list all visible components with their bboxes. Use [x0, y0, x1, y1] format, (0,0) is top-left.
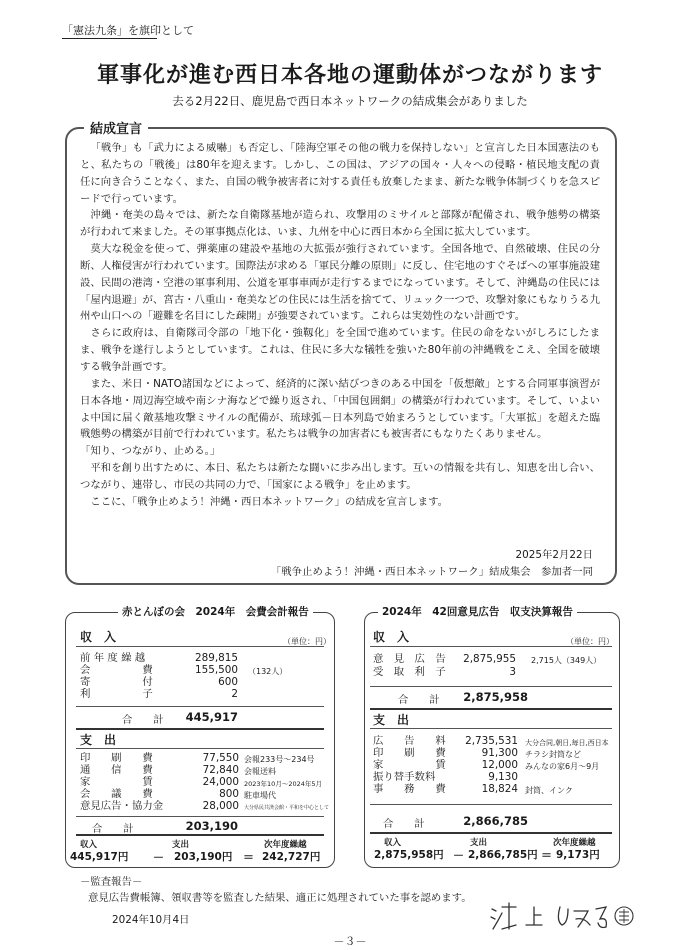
row-amount: 12,000 — [481, 759, 518, 771]
income-row — [373, 666, 613, 678]
income-total-label: 合 計 — [122, 714, 164, 726]
page-title: 軍事化が進む西日本各地の運動体がつながります — [96, 63, 603, 88]
signature-stroke — [526, 907, 542, 925]
declaration-body — [80, 140, 600, 511]
divider — [370, 728, 612, 729]
row-label: 家 賃 — [373, 759, 446, 771]
handwritten-signature — [488, 899, 638, 933]
membership-report-title: 赤とんぼの会 2024年 会費会計報告 — [118, 604, 313, 619]
summary-income-value: 445,917円 — [70, 851, 129, 863]
row-label: 前 年 度 繰 越 — [80, 652, 146, 664]
declaration-paragraph: さらに政府は、自衛隊司令部の「地下化・強靱化」を全国で進めています。住民の命をないがしろにしたまま、戦争を遂行しようとしています。これは、住民に多大な犠牲を強いた80年前の沖縄戦をこえ、全国を破壊する戦争計画です。 — [80, 327, 600, 373]
declaration-paragraph: 莫大な税金を使って、弾薬庫の建設や基地の大拡張が強行されています。全国各地で、自然破壊、住民の分断、人権侵害が行われています。国際法が求める「軍民分離の原則」に反し、住宅地のすぐそばへの軍事施設建設、民間の港湾・空港の軍事利用、公道を軍事車両が走行するまでになっています。そして、沖縄島の住民には「屋内退避」が、宮古・八重山・奄美などの住民には生活を捨てて、リュック一つで、攻撃対象にもなりうる九州や山口への「避難を名目にした疎開」が強要されています。これらは実効性のない計画です。 — [80, 243, 600, 323]
equals-sign: ＝ — [541, 849, 552, 862]
summary-income-label: 収入 — [384, 838, 402, 848]
row-amount: 2,875,955 — [463, 653, 516, 665]
row-amount: 28,000 — [202, 800, 239, 812]
row-note: 大分合同,朝日,毎日,西日本 — [525, 739, 609, 747]
subtitle: 去る2月22日、鹿児島で西日本ネットワークの結成集会がありました — [172, 94, 528, 108]
divider — [370, 708, 612, 710]
divider — [76, 816, 324, 817]
audit-label: －監査報告－ — [80, 876, 143, 888]
row-amount: 9,130 — [488, 771, 518, 783]
row-note: 2,715人（349人） — [531, 656, 602, 665]
row-amount: 3 — [509, 666, 516, 678]
summary-expense-value: 2,866,785円 — [468, 849, 538, 861]
income-row — [80, 652, 320, 664]
declaration-paragraph: 沖縄・奄美の島々では、新たな自衛隊基地が造られ、攻撃用のミサイルと部隊が配備され、戦争態勢の構築が行われて来ました。その軍事拠点化は、いま、九州を中心に西日本から全国に拡大しています。 — [80, 209, 600, 239]
row-amount: 155,500 — [195, 664, 238, 676]
equals-sign: ＝ — [243, 851, 254, 864]
expense-row — [373, 747, 613, 759]
expense-row — [80, 788, 325, 800]
row-label: 受 取 利 子 — [373, 666, 446, 678]
row-label: 利 子 — [80, 688, 153, 700]
declaration-paragraph: また、米日・NATO諸国などによって、経済的に深い結びつきのある中国を「仮想敵」とする合同軍事演習が日本各地・周辺海空域や南シナ海などで繰り返され、「中国包囲網」の構築が行われています。そして、いよいよ中国に届く敵基地攻撃ミサイルの配備が、琉球弧－日本列島で始まろうとしています。「大軍拡」を超えた臨戦態勢の構築が目前で行われています。私たちは戦争の加害者にも被害者にもなりたくありません。 — [80, 377, 600, 441]
row-note: 封筒、インク — [525, 786, 573, 795]
declaration-slogan: 「知り、つながり、止める。」 — [80, 445, 221, 458]
row-label: 印 刷 費 — [80, 752, 153, 764]
declaration-paragraph: ここに、「戦争止めよう！沖縄・西日本ネットワーク」の結成を宣言します。 — [90, 495, 449, 508]
summary-expense-label: 支出 — [470, 838, 488, 848]
row-label: 意 見 広 告 — [373, 653, 446, 665]
income-total-label: 合 計 — [398, 694, 440, 706]
divider — [76, 646, 324, 647]
income-row — [373, 653, 613, 665]
expense-row — [80, 776, 325, 788]
row-label: 会 議 費 — [80, 788, 153, 800]
divider — [76, 834, 324, 836]
expense-heading: 支 出 — [373, 713, 410, 727]
row-amount: 18,824 — [481, 783, 518, 795]
row-note: チラシ封筒など — [525, 750, 581, 759]
row-note: （132人） — [248, 667, 288, 676]
divider — [76, 706, 324, 707]
divider — [76, 748, 324, 749]
audit-date: 2024年10月4日 — [112, 914, 190, 926]
summary-income-label: 収入 — [80, 840, 98, 850]
income-row — [80, 664, 320, 676]
expense-row — [373, 771, 613, 783]
row-amount: 77,550 — [202, 752, 239, 764]
row-label: 家 賃 — [80, 776, 153, 788]
divider — [370, 832, 612, 834]
row-note: 会報送料 — [244, 767, 276, 776]
summary-expense-label: 支出 — [172, 840, 190, 850]
divider — [370, 804, 612, 805]
page-number: －３－ — [333, 935, 367, 948]
summary-carry-label: 次年度繰越 — [553, 838, 596, 848]
signature-stroke — [574, 911, 590, 927]
income-heading: 収 入 — [80, 630, 117, 644]
minus-sign: － — [153, 851, 164, 864]
summary-income-value: 2,875,958円 — [374, 849, 444, 861]
unit-label: （単位：円） — [566, 637, 614, 646]
expense-total: 203,190 — [185, 819, 238, 833]
row-amount: 24,000 — [202, 776, 239, 788]
expense-total-label: 合 計 — [383, 818, 425, 830]
row-amount: 91,300 — [481, 747, 518, 759]
signature-seal — [615, 907, 633, 925]
divider — [370, 646, 612, 647]
expense-row — [373, 735, 613, 747]
summary-carry-value: 242,727円 — [262, 851, 321, 863]
signature-stroke — [596, 907, 606, 928]
summary-carry-label: 次年度繰越 — [264, 840, 307, 850]
declaration-title: 結成宣言 — [84, 118, 148, 137]
row-amount: 2,735,531 — [465, 735, 518, 747]
declaration-paragraph: 「戦争」も「武力による威嚇」も否定し、「陸海空軍その他の戦力を保持しない」と宣言した日本国憲法のもと、私たちの「戦後」は80年を迎えます。しかし、この国は、アジアの国々・人々への侵略・植民地支配の責任に向き合うことなく、また、自国の戦争被害者に対する責任も放棄したまま、新たな戦争体制づくりを急スピードで行っています。 — [80, 142, 600, 205]
expense-row — [80, 800, 330, 812]
expense-row — [373, 759, 613, 771]
audit-text: 意見広告費帳簿、領収書等を監査した結果、適正に処理されていた事を認めます。 — [88, 892, 472, 904]
expense-total-label: 合 計 — [92, 823, 134, 835]
declaration-date: 2025年2月22日 — [515, 549, 593, 561]
declaration-signatory: 「戦争止めよう！沖縄・西日本ネットワーク」結成集会 参加者一同 — [270, 566, 593, 578]
row-note: 会報233号～234号 — [244, 755, 315, 764]
expense-total: 2,866,785 — [463, 814, 528, 828]
row-amount: 72,840 — [202, 764, 239, 776]
income-total: 445,917 — [185, 710, 238, 724]
row-note: みんなの家6月～9月 — [525, 762, 600, 771]
row-label: 事 務 費 — [373, 783, 446, 795]
row-amount: 2 — [231, 688, 238, 700]
expense-row — [373, 783, 613, 795]
row-amount: 600 — [218, 676, 238, 688]
ad-report-title: 2024年 42回意見広告 収支決算報告 — [378, 604, 577, 619]
row-label: 意見広告・協力金 — [80, 800, 164, 812]
divider — [76, 728, 324, 730]
row-label: 広 告 料 — [373, 735, 446, 747]
expense-heading: 支 出 — [80, 733, 117, 747]
summary-carry-value: 9,173円 — [556, 849, 600, 861]
row-label: 通 信 費 — [80, 764, 153, 776]
banner-text: 「憲法九条」を旗印として — [62, 24, 194, 37]
row-label: 寄 付 — [80, 676, 153, 688]
unit-label: （単位：円） — [283, 637, 331, 646]
row-note: 大分県民共済会館・平和を中心として — [244, 805, 330, 811]
row-label: 会 費 — [80, 664, 153, 676]
row-amount: 289,815 — [195, 652, 238, 664]
signature-stroke — [491, 903, 516, 929]
expense-row — [80, 752, 325, 764]
banner-underline — [62, 38, 157, 39]
declaration-paragraph: 平和を創り出すために、本日、私たちは新たな闘いに歩み出します。互いの情報を共有し、知恵を出し合い、つながり、連帯し、市民の共同の力で、「国家による戦争」を止めます。 — [80, 462, 600, 491]
income-total: 2,875,958 — [463, 690, 528, 704]
banner — [62, 22, 194, 38]
row-note: 駐車場代 — [244, 791, 276, 800]
income-row — [80, 676, 320, 688]
row-label: 印 刷 費 — [373, 747, 446, 759]
income-heading: 収 入 — [373, 630, 410, 644]
signature-stroke — [558, 907, 568, 925]
row-note: 2023年10月～2024年5月 — [244, 780, 322, 788]
row-label: 振り替手数料 — [373, 771, 436, 783]
minus-sign: － — [453, 849, 464, 862]
summary-expense-value: 203,190円 — [174, 851, 233, 863]
divider — [370, 686, 612, 687]
row-amount: 800 — [219, 788, 239, 800]
income-row — [80, 688, 320, 700]
expense-row — [80, 764, 325, 776]
